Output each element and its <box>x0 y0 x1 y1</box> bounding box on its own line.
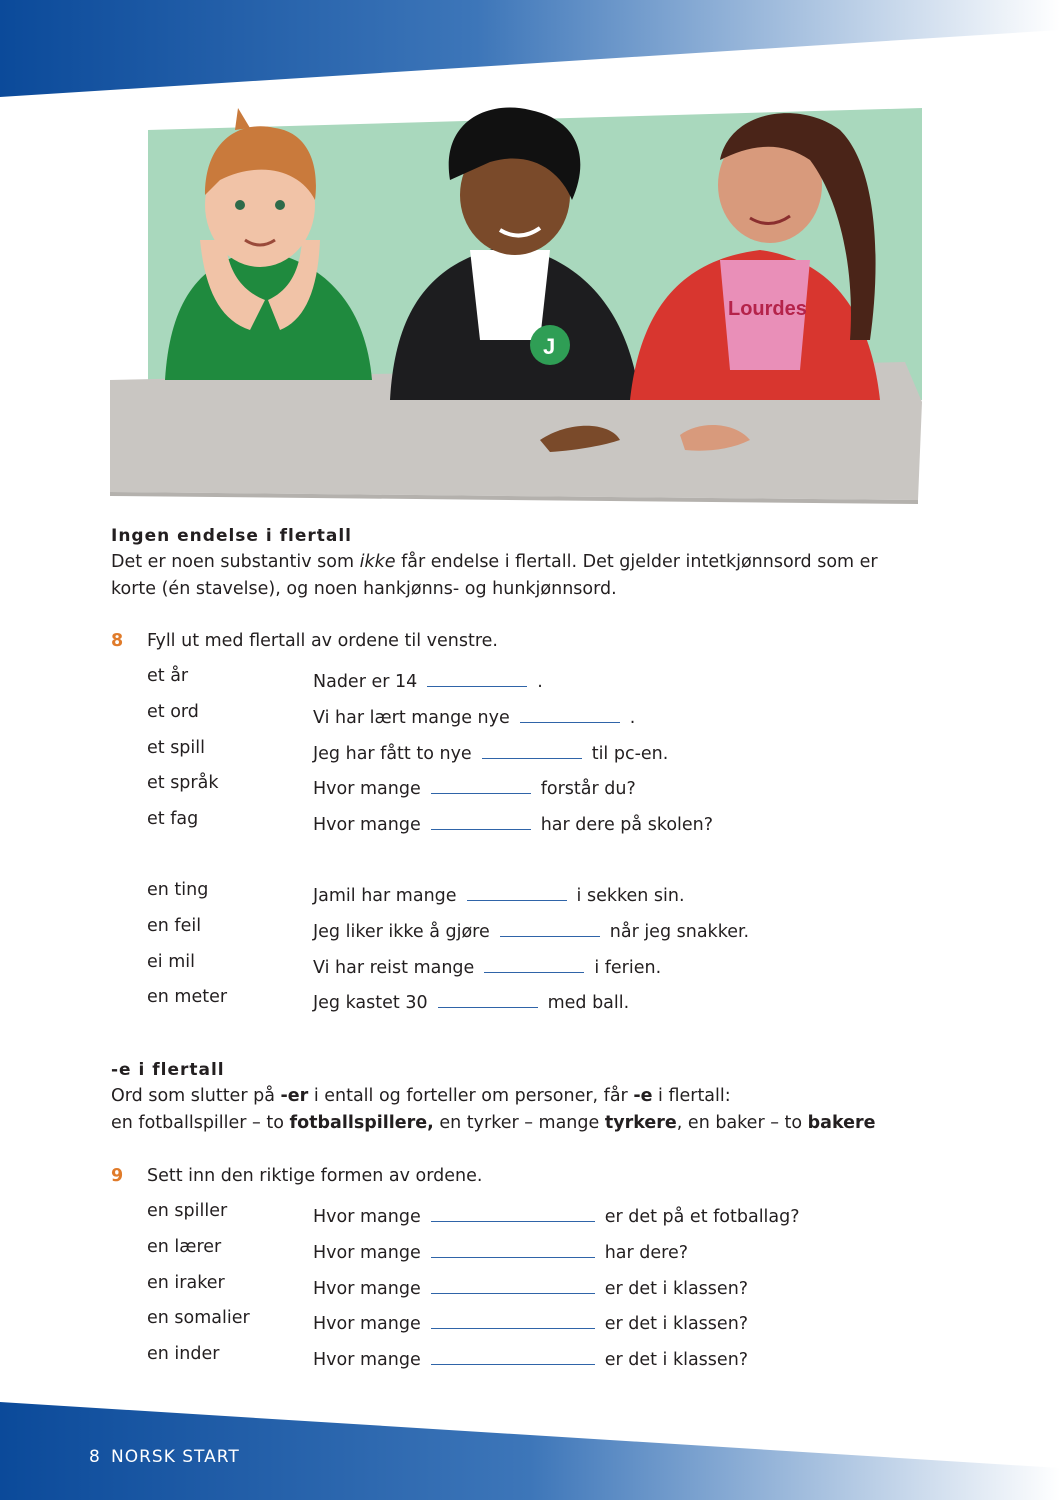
exercise-9-row <box>147 1237 907 1267</box>
exercise-sentence <box>313 1201 800 1227</box>
exercise-word: en inder <box>147 1344 220 1364</box>
sentence-after: i ferien. <box>594 958 662 978</box>
exercise-sentence <box>313 1344 748 1370</box>
example-text: en fotballspiller – to <box>111 1112 290 1133</box>
answer-blank[interactable] <box>431 1344 595 1365</box>
sentence-after: er det på et fotballag? <box>604 1207 800 1227</box>
badge-text: J <box>543 334 556 359</box>
description-text-a: Det er noen substantiv som <box>111 552 360 572</box>
sentence-after: med ball. <box>547 993 630 1013</box>
exercise-word: et år <box>147 666 189 686</box>
answer-blank[interactable] <box>427 666 527 687</box>
sentence-after: er det i klassen? <box>604 1350 749 1370</box>
sentence-after: har dere på skolen? <box>540 815 714 835</box>
exercise-sentence <box>313 916 749 942</box>
sentence-before: Hvor mange <box>313 1279 421 1299</box>
sentence-before: Hvor mange <box>313 815 421 835</box>
exercise-9-row <box>147 1273 907 1303</box>
answer-blank[interactable] <box>431 1237 595 1258</box>
sentence-after: har dere? <box>604 1243 689 1263</box>
exercise-8-row <box>147 702 907 732</box>
exercise-9-instruction: Sett inn den riktige formen av ordene. <box>147 1166 483 1186</box>
sentence-before: Vi har lært mange nye <box>313 708 510 728</box>
exercise-8-instruction: Fyll ut med flertall av ordene til venstre. <box>147 631 498 651</box>
sentence-before: Hvor mange <box>313 1243 421 1263</box>
sentence-before: Hvor mange <box>313 1314 421 1334</box>
exercise-sentence <box>313 702 635 728</box>
sentence-before: Jeg har fått to nye <box>313 744 472 764</box>
sentence-before: Jeg kastet 30 <box>313 993 428 1013</box>
answer-blank[interactable] <box>500 916 600 937</box>
example-bold: tyrkere <box>604 1112 677 1133</box>
answer-blank[interactable] <box>431 1308 595 1329</box>
sentence-after: i sekken sin. <box>576 886 685 906</box>
page-number: 8 <box>89 1447 100 1467</box>
section-title-e-plural: -e i flertall <box>111 1060 225 1080</box>
exercise-8-number: 8 <box>111 631 124 651</box>
book-title: NORSK START <box>111 1447 240 1467</box>
exercise-word: en iraker <box>147 1273 225 1293</box>
rule-text: i entall og forteller om personer, får <box>308 1086 634 1106</box>
sentence-before: Nader er 14 <box>313 672 418 692</box>
sentence-before: Hvor mange <box>313 1207 421 1227</box>
description-emphasis: ikke <box>359 552 396 572</box>
section-title-no-ending-plural: Ingen endelse i flertall <box>111 526 353 546</box>
rule-text: Ord som slutter på <box>111 1086 281 1106</box>
exercise-8-row <box>147 666 907 696</box>
exercise-sentence <box>313 1308 748 1334</box>
exercise-sentence <box>313 952 661 978</box>
exercise-sentence <box>313 987 629 1013</box>
answer-blank[interactable] <box>467 880 567 901</box>
exercise-9-row <box>147 1201 907 1231</box>
exercise-9-row <box>147 1308 907 1338</box>
exercise-8-row <box>147 738 907 768</box>
exercise-9-row <box>147 1344 907 1374</box>
exercise-sentence <box>313 773 636 799</box>
shirt-text: Lourdes <box>728 298 807 320</box>
section-description-no-ending <box>111 549 911 602</box>
exercise-8-row <box>147 880 907 910</box>
exercise-sentence <box>313 809 713 835</box>
exercise-word: et språk <box>147 773 219 793</box>
answer-blank[interactable] <box>520 702 620 723</box>
example-text: en tyrker – mange <box>433 1112 605 1133</box>
sentence-before: Vi har reist mange <box>313 958 475 978</box>
exercise-word: en ting <box>147 880 209 900</box>
rule-suffix-er: -er <box>280 1086 309 1106</box>
exercise-8-row <box>147 916 907 946</box>
sentence-after: når jeg snakker. <box>609 922 750 942</box>
description-text-b: får endelse i flertall. Det gjelder intetkjønnsord som er korte (én stavelse), og noen hankjønns- og hunkjønnsord. <box>111 552 878 599</box>
exercise-word: en meter <box>147 987 228 1007</box>
exercise-word: en feil <box>147 916 202 936</box>
sentence-after: er det i klassen? <box>604 1314 749 1334</box>
exercise-word: en somalier <box>147 1308 250 1328</box>
exercise-sentence <box>313 738 668 764</box>
exercise-8-row <box>147 809 907 839</box>
answer-blank[interactable] <box>484 952 584 973</box>
answer-blank[interactable] <box>438 987 538 1008</box>
sentence-after: . <box>629 708 636 728</box>
exercise-sentence <box>313 666 543 692</box>
exercise-word: en lærer <box>147 1237 222 1257</box>
exercise-9-number: 9 <box>111 1166 124 1186</box>
example-bold: bakere <box>807 1112 876 1133</box>
sentence-before: Jamil har mange <box>313 886 457 906</box>
rule-text: i flertall: <box>652 1086 731 1106</box>
section-description-e-plural <box>111 1083 911 1136</box>
exercise-sentence <box>313 880 685 906</box>
exercise-word: et fag <box>147 809 199 829</box>
exercise-word: ei mil <box>147 952 195 972</box>
sentence-before: Jeg liker ikke å gjøre <box>313 922 490 942</box>
answer-blank[interactable] <box>431 773 531 794</box>
students-illustration <box>110 100 940 510</box>
exercise-sentence <box>313 1273 748 1299</box>
exercise-8-row <box>147 773 907 803</box>
example-text: , en baker – to <box>676 1112 808 1133</box>
rule-suffix-e: -e <box>633 1086 653 1106</box>
exercise-sentence <box>313 1237 688 1263</box>
sentence-after: . <box>537 672 543 692</box>
answer-blank[interactable] <box>431 1273 595 1294</box>
answer-blank[interactable] <box>482 738 582 759</box>
exercise-8-row <box>147 952 907 982</box>
exercise-8-row <box>147 987 907 1017</box>
sentence-after: forstår du? <box>540 779 636 799</box>
top-decorative-band <box>0 0 1060 100</box>
exercise-word: et spill <box>147 738 206 758</box>
exercise-word: et ord <box>147 702 199 722</box>
sentence-after: til pc-en. <box>591 744 669 764</box>
answer-blank[interactable] <box>431 809 531 830</box>
example-bold: fotballspillere, <box>289 1112 434 1133</box>
answer-blank[interactable] <box>431 1201 595 1222</box>
sentence-before: Hvor mange <box>313 1350 421 1370</box>
exercise-word: en spiller <box>147 1201 228 1221</box>
sentence-after: er det i klassen? <box>604 1279 749 1299</box>
sentence-before: Hvor mange <box>313 779 421 799</box>
